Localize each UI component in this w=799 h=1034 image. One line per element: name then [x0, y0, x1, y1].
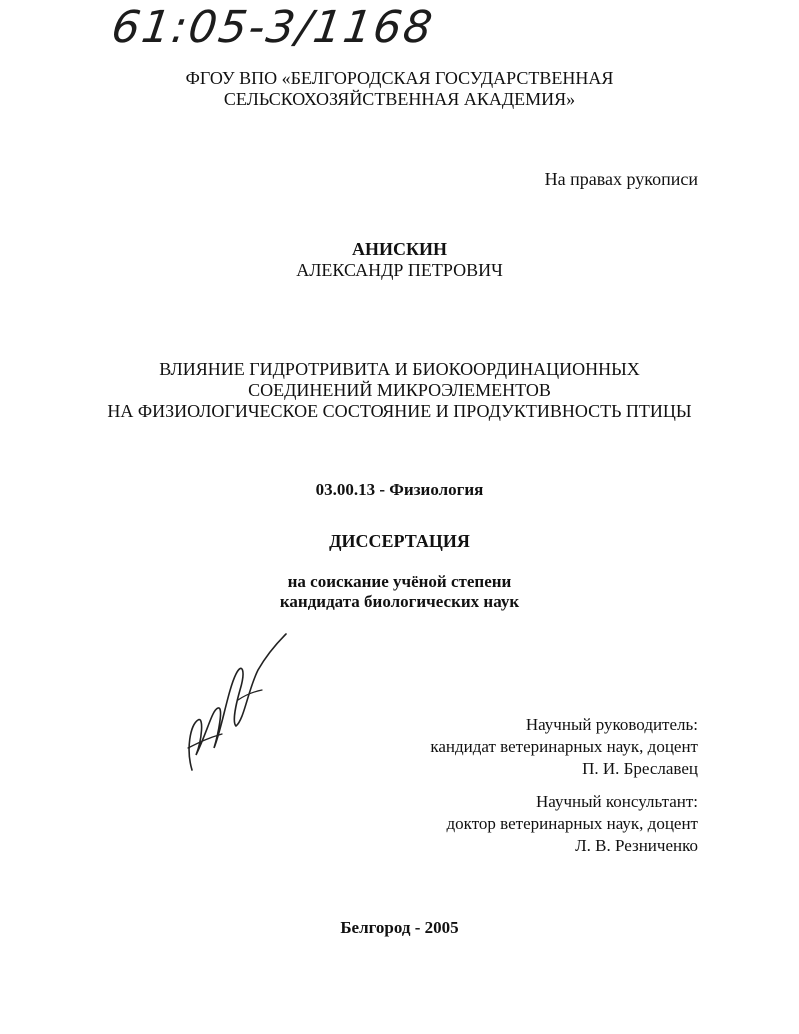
specialty-code: 03.00.13 - Физиология: [315, 480, 484, 499]
supervisor-block: [430, 714, 698, 780]
degree-line-1: на соискание учёной степени: [287, 572, 512, 591]
signature-image: [178, 630, 290, 780]
consultant-block: [447, 791, 698, 857]
title-line-1: ВЛИЯНИЕ ГИДРОТРИВИТА И БИОКООРДИНАЦИОННЫХ: [159, 359, 640, 379]
rights-note: На правах рукописи: [544, 169, 698, 189]
organization-line-1: ФГОУ ВПО «БЕЛГОРОДСКАЯ ГОСУДАРСТВЕННАЯ: [185, 68, 614, 88]
dissertation-title: [0, 359, 799, 422]
city-year: Белгород - 2005: [340, 918, 459, 937]
degree-line-2: кандидата биологических наук: [279, 592, 520, 611]
degree-block: [0, 572, 799, 612]
consultant-name: Л. В. Резниченко: [575, 836, 698, 855]
author-name: АЛЕКСАНДР ПЕТРОВИЧ: [296, 260, 503, 280]
supervisor-credentials: кандидат ветеринарных наук, доцент: [430, 737, 698, 756]
handwritten-archive-code: 61:05-3/1168: [108, 2, 438, 53]
title-line-2: СОЕДИНЕНИЙ МИКРОЭЛЕМЕНТОВ: [248, 380, 551, 400]
title-line-3: НА ФИЗИОЛОГИЧЕСКОЕ СОСТОЯНИЕ И ПРОДУКТИВНОСТЬ ПТИЦЫ: [107, 401, 692, 421]
document-type: ДИССЕРТАЦИЯ: [329, 531, 470, 551]
author-surname: АНИСКИН: [351, 239, 448, 259]
organization-line-2: СЕЛЬСКОХОЗЯЙСТВЕННАЯ АКАДЕМИЯ»: [223, 89, 576, 109]
supervisor-role: Научный руководитель:: [525, 715, 698, 734]
organization-block: [0, 68, 799, 110]
consultant-role: Научный консультант:: [536, 792, 698, 811]
consultant-credentials: доктор ветеринарных наук, доцент: [446, 814, 698, 833]
supervisor-name: П. И. Бреславец: [582, 759, 698, 778]
